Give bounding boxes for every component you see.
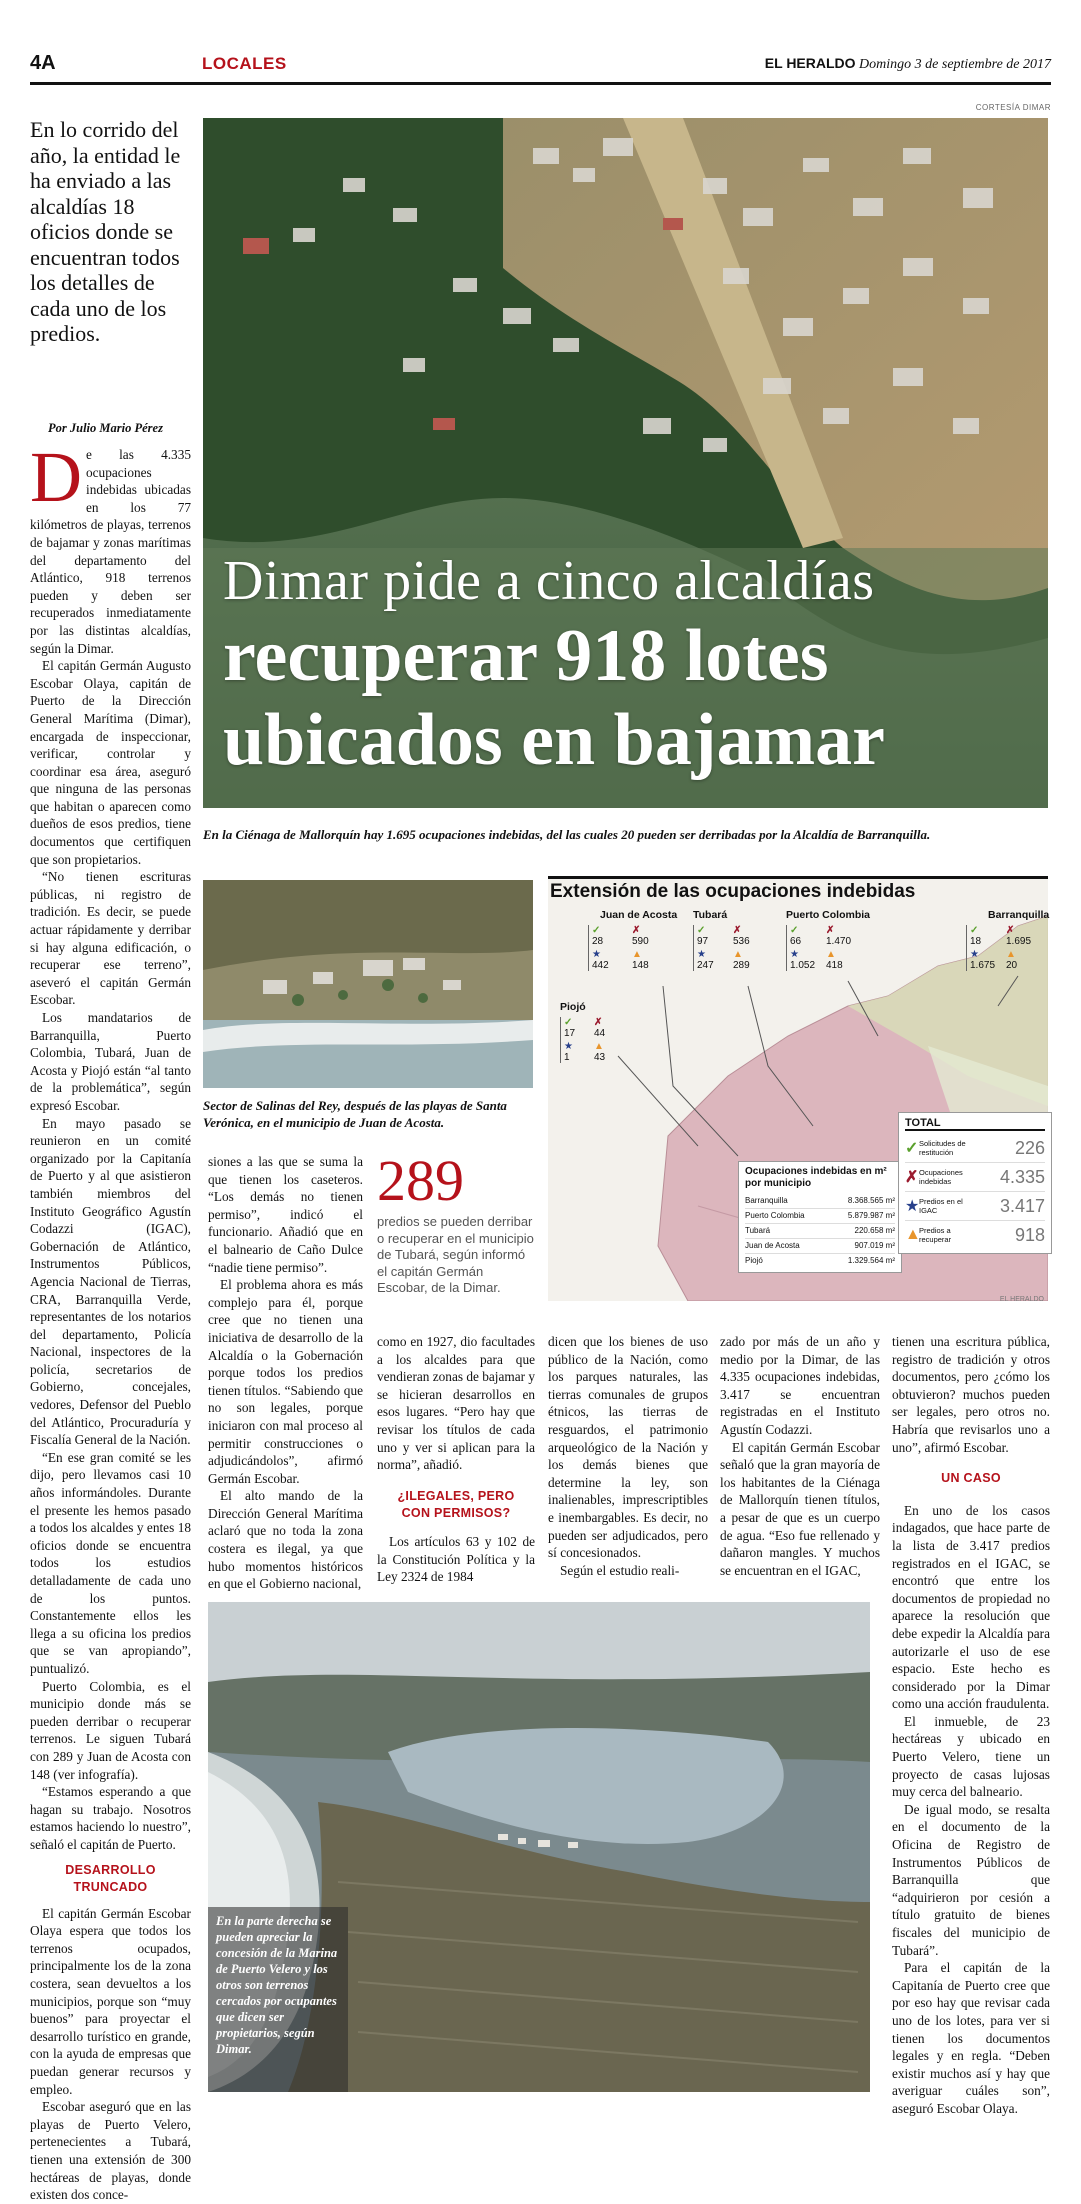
paragraph: Para el capitán de la Capitanía de Puerto cree que por eso hay que revisar cada uno de los lotes, para ver si tienen los documentos legales y en regla. “Deben existir muchos así y hay que averiguar cuáles son”, aseguró Escobar Olaya. [892, 1960, 1050, 2116]
recover-count: 148 [632, 960, 649, 971]
article-column-3 [377, 1333, 535, 1586]
triangle-icon: ▲ [905, 1226, 921, 1243]
check-icon: ✓ [697, 925, 706, 936]
star-icon: ★ [970, 949, 979, 960]
igac-count: 247 [697, 960, 714, 971]
section-name: LOCALES [202, 54, 287, 73]
paragraph: En mayo pasado se reunieron en un comité organizado por la Capitanía de Puerto y al que asistieron también miembros del Instituto Geográfico Agustín Codazzi (IGAC), Gobernación de Atlántico, Instrumentos Públicos, Agencia Nacional de Tierras, CRA, Barranquilla Verde, representantes de los notarios del departamento, Policía Nacional, inspectores de la policía, secretarios de Gobierno, concejales, vedores, Defensor del Pueblo del Atlántico, Procuraduría y Fiscalía General de la Nación. [30, 1115, 191, 1448]
triangle-icon: ▲ [826, 949, 836, 960]
area-value: 8.368.565 m² [847, 1196, 895, 1205]
area-value: 5.879.987 m² [847, 1211, 895, 1220]
area-row [745, 1254, 895, 1268]
area-value: 907.019 m² [854, 1241, 895, 1250]
infographic-credit: EL HERALDO [999, 1296, 1044, 1303]
muni-name: Puerto Colombia [786, 909, 871, 921]
restitution-count: 18 [970, 936, 982, 947]
igac-count: 442 [592, 960, 609, 971]
recover-count: 289 [733, 960, 750, 971]
header-right [765, 55, 1051, 73]
area-name: Piojó [745, 1256, 763, 1265]
paragraph: como en 1927, dio facultades a los alcaldes para que vendieran zonas de bajamar y se hicieran desarrollos en esos lugares. “Pero hay que revisar los títulos de cada uno y ver si aplican para la norma”, añadió. [377, 1334, 536, 1473]
area-row [745, 1224, 895, 1239]
muni-tubara [693, 909, 773, 971]
headline [223, 548, 1043, 782]
x-icon: ✗ [905, 1169, 919, 1186]
check-icon: ✓ [564, 1017, 573, 1028]
total-value: 226 [1014, 1137, 1045, 1158]
occupation-count: 44 [594, 1028, 606, 1039]
total-row [905, 1163, 1045, 1192]
x-icon: ✗ [826, 925, 835, 936]
paragraph: El alto mando de la Dirección General Marítima aclaró que no toda la zona costera es ilegal, ya que hubo momentos históricos en que el Gobierno nacional, [208, 1488, 363, 1592]
paragraph: “En ese gran comité se les dijo, pero llevamos casi 10 años informándoles. Durante el presente les hemos pasado a todos los alcaldes y entes 18 oficios donde se encuentra todos los estudios detalladamente de cada uno de los puntos. Constantemente ellos les llega a su oficina los predios que se van apropiando”, puntualizó. [30, 1449, 191, 1676]
muni-name: Tubará [693, 909, 728, 921]
pull-quote: En lo corrido del año, la entidad le ha enviado a las alcaldías 18 oficios donde se encuentran todos los detalles de cada uno de los predios. [30, 117, 181, 346]
x-icon: ✗ [594, 1017, 603, 1028]
infographic [548, 876, 1048, 1301]
muni-juan-de-acosta [588, 909, 678, 971]
area-name: Puerto Colombia [745, 1211, 805, 1220]
paragraph: El capitán Germán Escobar Olaya espera que todos los terrenos ocupados, principalmente los de la zona costera, sean devueltos a los municipios, porque son “muy buenos” para proyectar el desarrollo turístico en grande, con la ayuda de empresas que puedan generar recursos y empleo. [30, 1905, 191, 2097]
total-value: 3.417 [999, 1195, 1045, 1216]
photo3-caption-box [208, 1907, 348, 2092]
restitution-count: 66 [790, 936, 802, 947]
triangle-icon: ▲ [733, 949, 743, 960]
infographic-top-rule [548, 876, 1048, 879]
areas-table [738, 1161, 902, 1273]
total-row [905, 1134, 1045, 1163]
igac-count: 1.675 [970, 960, 996, 971]
puerto-velero-photo [208, 1602, 870, 2092]
restitution-count: 28 [592, 936, 604, 947]
occupation-count: 1.695 [1006, 936, 1032, 947]
areas-title: Ocupaciones indebidas en m² por municipio [745, 1166, 887, 1189]
area-name: Barranquilla [745, 1196, 788, 1205]
main-photo-caption: En la Ciénaga de Mallorquín hay 1.695 ocupaciones indebidas, del las cuales 20 pueden ser derribadas por la Alcaldía de Barranquilla. [203, 827, 931, 842]
igac-count: 1 [564, 1052, 570, 1063]
muni-name: Barranquilla [988, 909, 1050, 921]
occupation-count: 590 [632, 936, 649, 947]
area-value: 220.658 m² [854, 1226, 895, 1235]
totals-box [898, 1112, 1052, 1254]
headline-line-1: Dimar pide a cinco alcaldías [223, 550, 875, 612]
subhead-un-caso: UN CASO [941, 1471, 1001, 1486]
recover-count: 20 [1006, 960, 1018, 971]
photo-credit: CORTESÍA DIMAR [975, 103, 1051, 112]
paragraph: Los mandatarios de Barranquilla, Puerto Colombia, Tubará, Juan de Acosta y Piojó están “al tanto de la problemática”, según expresó Escobar. [30, 1010, 191, 1113]
recover-count: 43 [594, 1052, 606, 1063]
igac-count: 1.052 [790, 960, 816, 971]
paragraph: Según el estudio reali- [560, 1562, 680, 1578]
big-number: 289 [377, 1148, 464, 1213]
paragraph: De igual modo, se resalta en el documento de la Oficina de Registro de Instrumentos Públicos de Barranquilla que “adquirieron por cesión a título gratuito de bienes fiscales del municipio de Tubará”. [892, 1801, 1050, 1958]
paragraph: El problema ahora es más complejo para él, porque cree que no tienen una iniciativa de desarrollo de la Alcaldía o la Gobernación porque todos los predios tienen títulos. “Sabiendo que no son legales, porque iniciaron con mal proceso al permitir construcciones o adjudicándolos”, afirmó Germán Escobar. [208, 1277, 363, 1486]
x-icon: ✗ [632, 925, 641, 936]
paragraph: El capitán Germán Escobar señaló que la gran mayoría de los habitantes de la Ciénaga de Mallorquín tienen títulos, a pesar de que es un cuerpo de agua. “Eso fue rellenado y dañaron mangles. Y muchos se encuentran en el IGAC, [720, 1439, 880, 1578]
triangle-icon: ▲ [594, 1041, 604, 1052]
coast-photo-illustration [203, 880, 533, 1088]
headline-line-2: recuperar 918 lotes [223, 615, 829, 697]
x-icon: ✗ [1006, 925, 1015, 936]
total-row [905, 1192, 1045, 1221]
subhead-ilegales: ¿ILEGALES, PERO CON PERMISOS? [397, 1488, 515, 1521]
total-value: 918 [1014, 1224, 1045, 1245]
check-icon: ✓ [592, 925, 601, 936]
total-label: Predios a recuperar [919, 1226, 952, 1244]
article-column-1 [30, 437, 191, 2204]
article-column-4 [548, 1333, 708, 1579]
paragraph: Escobar aseguró que en las playas de Puerto Velero, pertenecientes a Tubará, tienen una extensión de 300 hectáreas de playas, donde existen dos conce- [30, 2099, 191, 2203]
star-icon: ★ [697, 949, 706, 960]
photo3-caption: En la parte derecha se pueden apreciar la concesión de la Marina de Puerto Velero y los otros son terrenos cercados por ocupantes que dicen ser propietarios, según Dimar. [216, 1914, 338, 2056]
occupation-count: 536 [733, 936, 750, 947]
recover-count: 418 [826, 960, 843, 971]
area-row [745, 1194, 895, 1209]
paragraph: “No tienen escrituras públicas, ni registro de tradición. Es decir, se puede actuar rápidamente y derribar si hay alguna edificación, o recuperar ese terreno”, aseveró el capitán Germán Escobar. [30, 869, 191, 1008]
total-value: 4.335 [999, 1166, 1045, 1187]
area-name: Tubará [745, 1226, 771, 1235]
salinas-photo [203, 880, 533, 1088]
article-column-2 [208, 1153, 363, 1593]
muni-puerto-colombia [786, 909, 886, 971]
restitution-count: 97 [697, 936, 709, 947]
paragraph: En uno de los casos indagados, que hace parte de la lista de 3.417 predios registrados en el IGAC, se encontró que entre los documentos de propiedad no aparece la resolución que debe expedir la Alcaldía para autorizarle el uso de ese espacio. Este hecho es considerado por la Dimar como una acción fraudulenta. [892, 1502, 1050, 1712]
triangle-icon: ▲ [1006, 949, 1016, 960]
area-name: Juan de Acosta [745, 1241, 800, 1250]
area-value: 1.329.564 m² [847, 1256, 895, 1265]
muni-piojo [560, 1001, 630, 1063]
check-icon: ✓ [970, 925, 979, 936]
headline-line-3: ubicados en bajamar [223, 699, 885, 781]
paragraph: Los artículos 63 y 102 de la Constitución Política y la Ley 2324 de 1984 [377, 1533, 535, 1585]
newspaper-name: EL HERALDO [764, 55, 856, 71]
issue-date: Domingo 3 de septiembre de 2017 [859, 57, 1051, 72]
salinas-caption: Sector de Salinas del Rey, después de las playas de Santa Verónica, en el municipio de Juan de Acosta. [203, 1098, 507, 1130]
byline: Por Julio Mario Pérez [48, 421, 163, 435]
paragraph-text: e las 4.335 ocupaciones indebidas ubicadas en los 77 kilómetros de playas, terrenos de bajamar y zonas marítimas del departamento del Atlántico, 918 terrenos pueden y deben ser recuperados inmediatamente por las distintas alcaldías, según la Dimar. [30, 447, 191, 656]
big-number-box [377, 1148, 535, 1297]
muni-name: Piojó [560, 1001, 586, 1013]
star-icon: ★ [564, 1041, 573, 1052]
check-icon: ✓ [905, 1140, 919, 1157]
total-row [905, 1221, 1045, 1249]
totals-title: TOTAL [905, 1117, 1045, 1131]
total-label: Solicitudes de restitución [919, 1139, 966, 1157]
paragraph: siones a las que se suma la que tienen los caseteros. “Los demás no tienen permiso”, indicó el funcionario. Añadió que en el balneario de Caño Dulce “nadie tiene permiso”. [208, 1154, 363, 1275]
muni-barranquilla [958, 909, 1048, 971]
x-icon: ✗ [733, 925, 742, 936]
total-label: Ocupaciones indebidas [919, 1168, 963, 1186]
star-icon: ★ [790, 949, 799, 960]
triangle-icon: ▲ [632, 949, 642, 960]
paragraph: zado por más de un año y medio por la Dimar, de las 4.335 ocupaciones indebidas, 3.417 se encuentran registradas en el Instituto Agustín Codazzi. [720, 1334, 880, 1437]
paragraph: “Estamos esperando a que hagan su trabajo. Nosotros estamos haciendo lo nuestro”, señaló el capitán de Puerto. [30, 1784, 191, 1852]
main-photo [203, 118, 1048, 808]
muni-name: Juan de Acosta [600, 909, 678, 921]
paragraph: El inmueble, de 23 hectáreas y ubicado en Puerto Velero, tiene un proyecto de casas lujosas muy cerca del balneario. [892, 1713, 1050, 1800]
occupation-count: 1.470 [826, 936, 852, 947]
header-rule [30, 82, 1051, 85]
paragraph [30, 437, 191, 657]
big-number-text: predios se pueden derribar o recuperar en el municipio de Tubará, según informó el capitán Germán Escobar, de la Dimar. [377, 1214, 534, 1295]
drop-cap: D [30, 437, 82, 517]
page-number: 4A [30, 52, 56, 74]
paragraph: El capitán Germán Augusto Escobar Olaya, capitán de Puerto de la Dirección General Marítima (Dimar), encargada de inspeccionar, verificar, controlar y coordinar esa área, aseguró que ninguna de las personas que habitan o aparecen como dueños de esos predios, tiene documentos que certifiquen que son propietarios. [30, 658, 191, 867]
area-row [745, 1209, 895, 1224]
check-icon: ✓ [790, 925, 799, 936]
paragraph: tienen una escritura pública, registro de tradición y otros documentos, pero ¿cómo los obtuvieron? muchos pueden ser legales, pero otros no. Habría que revisarlos uno a uno”, afirmó Escobar. [892, 1334, 1050, 1455]
star-icon: ★ [592, 949, 601, 960]
area-row [745, 1239, 895, 1254]
article-column-6 [892, 1333, 1050, 2118]
paragraph: Puerto Colombia, es el municipio donde más se pueden derribar o recuperar terrenos. Le siguen Tubará con 289 y Juan de Acosta con 148 (ver infografía). [30, 1678, 191, 1782]
star-icon: ★ [905, 1198, 920, 1215]
article-column-5 [720, 1333, 880, 1579]
infographic-title: Extensión de las ocupaciones indebidas [550, 881, 916, 902]
paragraph: dicen que los bienes de uso público de la Nación, como los parques naturales, las tierras comunales de grupos étnicos, las tierras de resguardos, el patrimonio arqueológico de la Nación y los demás bienes que determine la ley, son inalienables, imprescriptibles e inembargables. Es decir, no pueden ser adjudicados, pero sí concesionados. [548, 1334, 708, 1561]
restitution-count: 17 [564, 1028, 576, 1039]
subhead-desarrollo: DESARROLLO TRUNCADO [65, 1862, 156, 1895]
total-label: Predios en el IGAC [919, 1197, 963, 1215]
